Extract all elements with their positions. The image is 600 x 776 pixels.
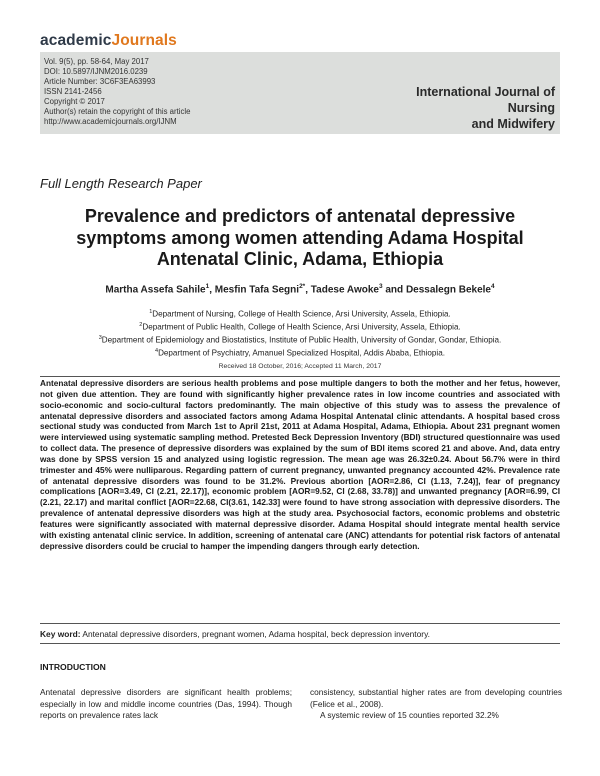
affiliation-item [40, 346, 560, 359]
brand-part1: academic [40, 32, 112, 49]
intro-right-paragraph-2: A systemic review of 15 counties reported 32.2% [320, 710, 499, 720]
title-line-3: Antenatal Clinic, Adama, Ethiopia [156, 249, 444, 269]
affiliation-item [40, 320, 560, 333]
author-separator: , [209, 284, 215, 296]
author-sup: 1 [205, 283, 210, 290]
affiliation-sup: 1 [149, 309, 153, 315]
meta-article-number: Article Number: 3C6F3EA63993 [44, 77, 156, 86]
meta-url[interactable]: http://www.academicjournals.org/IJNM [44, 117, 177, 126]
keywords-text: Antenatal depressive disorders, pregnant women, Adama hospital, beck depression inventory. [80, 629, 430, 639]
journal-name-line1: International Journal of Nursing [416, 85, 555, 115]
keywords-rule [40, 643, 560, 644]
intro-right-column [310, 687, 562, 722]
meta-issn: ISSN 2141-2456 [44, 87, 102, 96]
author-name: Tadese Awoke [310, 284, 379, 296]
journal-name [370, 84, 555, 132]
abstract-text: Antenatal depressive disorders are serious health problems and pose multiple dangers to both the mother and her fetus, however, not given due attention. They are found with significantly higher prevalence rates in low income countries and associated with socio-economic and socio-cultural factors predominantly. The main objective of this study was to assess the prevalence of antenatal depressive disorders and associated factors among Adama Hospital Antenatal clinic attendants. A hospital based cross sectional study was conducted from March 1st to April 21st, 2011 at Adama Hospital, Adama, Ethiopia. About 231 pregnant women were interviewed using systematic sampling method. Pretested Beck Depression Inventory (BDI) structured questionnaire was used to collect data. The presence of depressive disorders was explained by the sum of BDI items scored 21 and above. And, data entry was done by SPSS version 15 and analyzed using logistic regression. The mean age was 26.32±0.24. About 56.7% were in third trimester and 45% were nulliparous. Regarding pattern of current pregnancy, unwanted pregnancy accounted 42%. Prevalence rate of antenatal depressive disorders was found to be 31.2%. Previous abortion [AOR=2.86, CI (1.13, 7.24)], fear of pregnancy complications [AOR=3.49, CI (2.21, 22.17)], economic problem [AOR=9.52, CI (2.68, 33.78)] and unwanted pregnancy [AOR=6.99, CI (2.21, 22.17) and marital conflict [AOR=22.68, CI(3.61, 142.33] were found to have strong association with depressive disorders. The prevalence of antenatal depressive disorders was high at the study area. Psychosocial factors, economic problems and obstetric features were significantly associated with maternal depressive disorder. Adama Hospital should integrate mental health service with existing antenatal clinic service. In addition, screening of antenatal care (ANC) attendants for potential risk factors of antenatal depressive disorders could be crucial to hamper the impending dangers through early detection. [40, 379, 560, 551]
introduction-heading: INTRODUCTION [40, 662, 106, 672]
affiliation-item [40, 307, 560, 320]
author-name: Martha Assefa Sahile [105, 284, 206, 296]
affiliation-text: Department of Epidemiology and Biostatistics, Institute of Public Health, University of Gondar, Gondar, Ethiopia. [101, 335, 502, 345]
abstract-top-rule [40, 376, 560, 377]
brand-part2: Journals [111, 32, 177, 49]
author-sup: 3 [378, 283, 383, 290]
intro-right-paragraph-1: consistency, substantial higher rates are from developing countries (Felice et al., 2008). [310, 687, 562, 709]
affiliation-sup: 4 [155, 347, 159, 354]
author-separator: , [305, 284, 311, 296]
author-sup: 4 [491, 283, 495, 290]
received-dates: Received 18 October, 2016; Accepted 11 March, 2017 [218, 363, 382, 370]
meta-doi: DOI: 10.5897/IJNM2016.0239 [44, 67, 148, 76]
author-and: and [382, 284, 406, 296]
intro-left-paragraph: Antenatal depressive disorders are significant health problems; especially in low and middle income countries (Das, 1994). Though reports on prevalence rates lack [40, 687, 292, 720]
brand-logo [40, 32, 177, 50]
paper-type: Full Length Research Paper [40, 176, 202, 191]
intro-left-column [40, 687, 292, 722]
abstract-bottom-rule [40, 623, 560, 624]
title-line-1: Prevalence and predictors of antenatal depressive [84, 206, 516, 226]
affiliation-text: Department of Public Health, College of Health Science, Arsi University, Assela, Ethiopia. [142, 322, 461, 332]
author-list [40, 283, 560, 295]
keywords-label: Key word: [40, 629, 81, 639]
keywords [40, 629, 560, 639]
author-name: Dessalegn Bekele [405, 284, 491, 296]
affiliation-text: Department of Psychiatry, Amanuel Specialized Hospital, Addis Ababa, Ethiopia. [158, 348, 445, 358]
affiliation-sup: 3 [98, 334, 102, 341]
affiliations [40, 307, 560, 359]
journal-name-line2: and Midwifery [471, 117, 555, 131]
author-name: Mesfin Tafa Segni [214, 284, 300, 296]
article-meta-box [40, 52, 560, 134]
meta-rights: Author(s) retain the copyright of this article [44, 107, 191, 116]
affiliation-text: Department of Nursing, College of Health Science, Arsi University, Assela, Ethiopia. [152, 309, 451, 319]
title-line-2: symptoms among women attending Adama Hospital [76, 227, 524, 248]
meta-volume: Vol. 9(5), pp. 58-64, May 2017 [44, 57, 149, 66]
affiliation-item [40, 333, 560, 346]
affiliation-sup: 2 [139, 321, 143, 328]
meta-copyright: Copyright © 2017 [44, 97, 105, 106]
paper-title [40, 206, 560, 271]
article-meta-lines [44, 57, 190, 127]
author-sup: 2* [299, 283, 306, 290]
